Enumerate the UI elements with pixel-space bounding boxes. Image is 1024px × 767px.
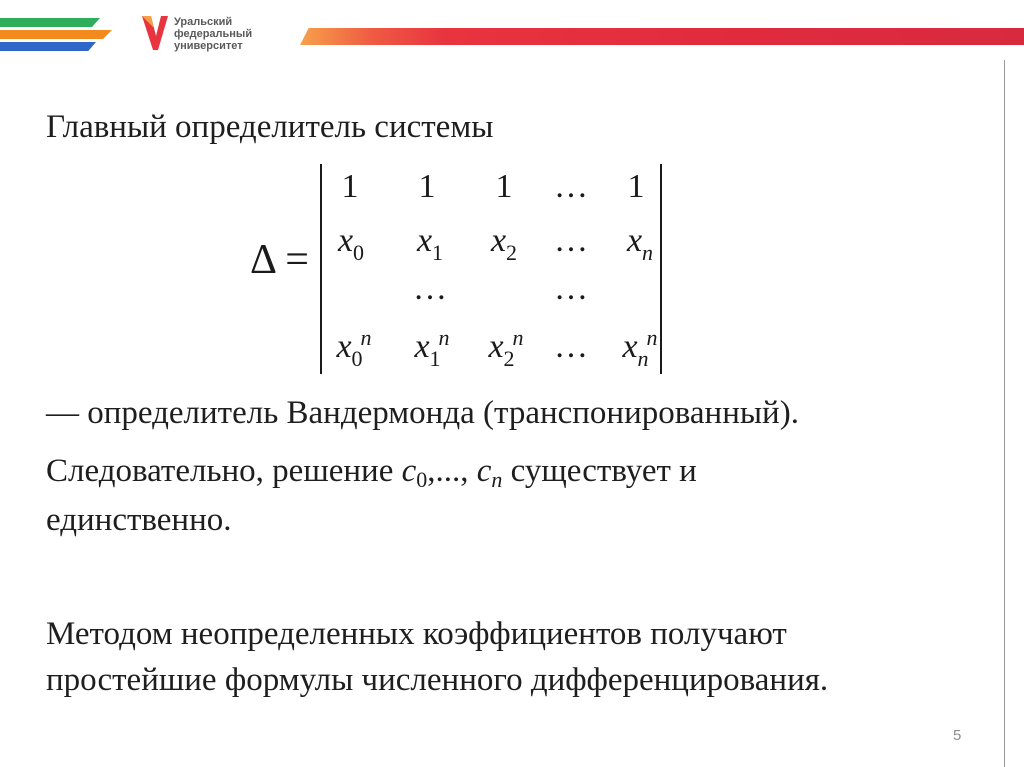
determinant-left-bar bbox=[320, 164, 322, 374]
matrix-cell-x1: $x_1$ bbox=[416, 222, 444, 265]
matrix-cell: … bbox=[554, 168, 588, 205]
method-line-1: Методом неопределенных коэффициентов получают bbox=[46, 616, 787, 652]
matrix-cell-x0n: $x_0^n$ bbox=[336, 325, 372, 371]
var-c0: c bbox=[401, 453, 417, 489]
header-stripe-green bbox=[0, 18, 100, 27]
header-band-red bbox=[300, 28, 1024, 45]
consequence-after: существует и bbox=[502, 453, 697, 489]
header-stripe-orange bbox=[0, 30, 112, 39]
var-cn: c bbox=[476, 453, 492, 489]
logo-line-1: Уральский bbox=[174, 16, 233, 28]
matrix-cell: 1 bbox=[495, 168, 513, 205]
matrix-cell: … bbox=[554, 222, 588, 259]
matrix-cell: 1 bbox=[341, 168, 359, 205]
matrix-cell: 1 bbox=[418, 168, 436, 205]
consequence-middle: ,..., bbox=[427, 453, 477, 489]
sub-n-text: n bbox=[491, 467, 503, 492]
method-line-2: простейшие формулы численного дифференцирования. bbox=[46, 662, 829, 698]
consequence-line-2: единственно. bbox=[46, 502, 232, 538]
matrix-cell: … bbox=[554, 328, 588, 365]
determinant-formula bbox=[250, 160, 680, 380]
matrix-cell-xn: $x_n$ bbox=[626, 222, 654, 265]
delta-symbol: Δ = bbox=[250, 237, 309, 283]
slide-heading: Главный определитель системы bbox=[46, 109, 494, 145]
sub-0: 0 bbox=[416, 467, 428, 492]
right-border-line bbox=[1004, 60, 1005, 767]
matrix-cell: … bbox=[413, 270, 447, 307]
matrix-cell-x0: $x_0$ bbox=[337, 222, 365, 265]
matrix-cell-x2: $x_2$ bbox=[490, 222, 518, 265]
page-number: 5 bbox=[953, 727, 962, 744]
matrix-cell-x1n: $x_1^n$ bbox=[414, 325, 450, 371]
logo-line-2: федеральный bbox=[174, 28, 253, 40]
logo-line-3: университет bbox=[174, 40, 243, 52]
sub-n bbox=[491, 467, 502, 492]
matrix-cell: … bbox=[554, 270, 588, 307]
consequence-line-1 bbox=[46, 451, 697, 500]
matrix-cell-xnn: $x_n^n$ bbox=[622, 325, 658, 371]
header-stripe-blue bbox=[0, 42, 96, 51]
matrix-cell: 1 bbox=[627, 168, 645, 205]
logo-text bbox=[174, 16, 252, 52]
university-logo-icon bbox=[140, 14, 170, 54]
university-logo bbox=[140, 8, 300, 58]
consequence-before: Следовательно, решение bbox=[46, 453, 402, 489]
matrix-cell-x2n: $x_2^n$ bbox=[488, 325, 524, 371]
determinant-right-bar bbox=[660, 164, 662, 374]
vandermonde-line: — определитель Вандермонда (транспонированный). bbox=[46, 395, 799, 431]
